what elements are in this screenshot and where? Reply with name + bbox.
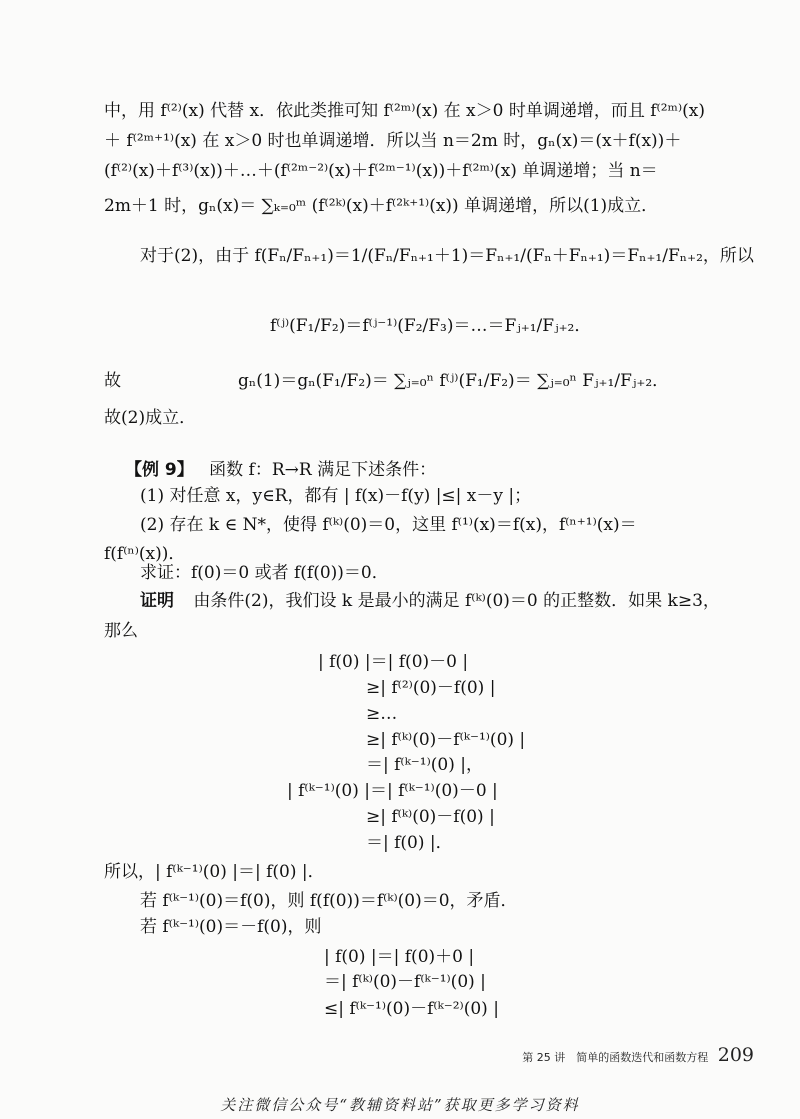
example-text: 函数 f：R→R 满足下述条件： [209, 460, 437, 480]
equation: | f(0) |＝| f(0)－0 | [318, 652, 469, 672]
equation: ≥| f⁽ᵏ⁾(0)－f(0) | [366, 807, 495, 827]
equation: ＝| f⁽ᵏ⁻¹⁾(0) |， [366, 755, 483, 775]
proof-first-line [140, 590, 720, 612]
equation: ≥| f⁽²⁾(0)－f(0) | [366, 678, 496, 698]
proof-label: 证明 [140, 591, 174, 611]
text-line: ＋ f⁽²ᵐ⁺¹⁾(x) 在 x＞0 时也单调递增．所以当 n＝2m 时，gₙ(x)＝(x＋f(x))＋ [104, 131, 682, 151]
text-line: 那么 [104, 621, 138, 641]
example-heading [125, 459, 436, 481]
text-line: (f⁽²⁾(x)＋f⁽³⁾(x))＋…＋(f⁽²ᵐ⁻²⁾(x)＋f⁽²ᵐ⁻¹⁾(x))＋f⁽²ᵐ⁾(x) 单调递增；当 n＝ [104, 161, 658, 181]
text-line: (1) 对任意 x，y∈R，都有 | f(x)－f(y) |≤| x－y |； [140, 486, 532, 506]
text-line: (2) 存在 k ∈ N*，使得 f⁽ᵏ⁾(0)＝0，这里 f⁽¹⁾(x)＝f(x)，f⁽ⁿ⁺¹⁾(x)＝ [140, 515, 637, 535]
equation: ≤| f⁽ᵏ⁻¹⁾(0)－f⁽ᵏ⁻²⁾(0) | [324, 999, 499, 1019]
text-line: 求证：f(0)＝0 或者 f(f(0))＝0． [140, 563, 389, 583]
equation: | f⁽ᵏ⁻¹⁾(0) |＝| f⁽ᵏ⁻¹⁾(0)－0 | [287, 781, 498, 801]
page-number: 209 [717, 1044, 754, 1066]
equation: ＝| f⁽ᵏ⁾(0)－f⁽ᵏ⁻¹⁾(0) | [324, 972, 486, 992]
text-line: 若 f⁽ᵏ⁻¹⁾(0)＝f(0)，则 f(f(0))＝f⁽ᵏ⁾(0)＝0，矛盾． [140, 891, 518, 911]
text-line: 故 [104, 371, 121, 391]
text-line: 所以，| f⁽ᵏ⁻¹⁾(0) |＝| f(0) |． [104, 862, 325, 882]
text-line: 若 f⁽ᵏ⁻¹⁾(0)＝－f(0)，则 [140, 917, 322, 937]
text-line: 对于(2)，由于 f(Fₙ/Fₙ₊₁)＝1/(Fₙ/Fₙ₊₁＋1)＝Fₙ₊₁/(Fₙ＋Fₙ₊₁)＝Fₙ₊₁/Fₙ₊₂，所以 [140, 246, 754, 266]
text-line: 故(2)成立． [104, 408, 197, 428]
text-line: f(f⁽ⁿ⁾(x))． [104, 544, 186, 564]
text-line: 2m＋1 时，gₙ(x)＝ ∑ₖ₌₀ᵐ (f⁽²ᵏ⁾(x)＋f⁽²ᵏ⁺¹⁾(x)) 单调递增，所以(1)成立． [104, 196, 659, 216]
equation: f⁽ʲ⁾(F₁/F₂)＝f⁽ʲ⁻¹⁾(F₂/F₃)＝…＝Fⱼ₊₁/Fⱼ₊₂． [270, 316, 592, 336]
equation: | f(0) |＝| f(0)＋0 | [324, 947, 475, 967]
chapter-title: 第 25 讲 简单的函数迭代和函数方程 [522, 1051, 709, 1064]
proof-text: 由条件(2)，我们设 k 是最小的满足 f⁽ᵏ⁾(0)＝0 的正整数．如果 k≥3， [193, 591, 720, 611]
equation: ≥… [366, 704, 398, 724]
equation: ≥| f⁽ᵏ⁾(0)－f⁽ᵏ⁻¹⁾(0) | [366, 730, 526, 750]
page-footer [522, 1044, 754, 1066]
equation: ＝| f(0) |． [366, 833, 453, 853]
text-line: 中，用 f⁽²⁾(x) 代替 x．依此类推可知 f⁽²ᵐ⁾(x) 在 x＞0 时单调递增，而且 f⁽²ᵐ⁾(x) [104, 101, 706, 121]
equation: gₙ(1)＝gₙ(F₁/F₂)＝ ∑ⱼ₌₀ⁿ f⁽ʲ⁾(F₁/F₂)＝ ∑ⱼ₌₀ⁿ Fⱼ₊₁/Fⱼ₊₂． [238, 371, 670, 391]
example-label: 【例 9】 [125, 460, 194, 480]
watermark-text: 关注微信公众号“教辅资料站”获取更多学习资料 [220, 1096, 580, 1114]
